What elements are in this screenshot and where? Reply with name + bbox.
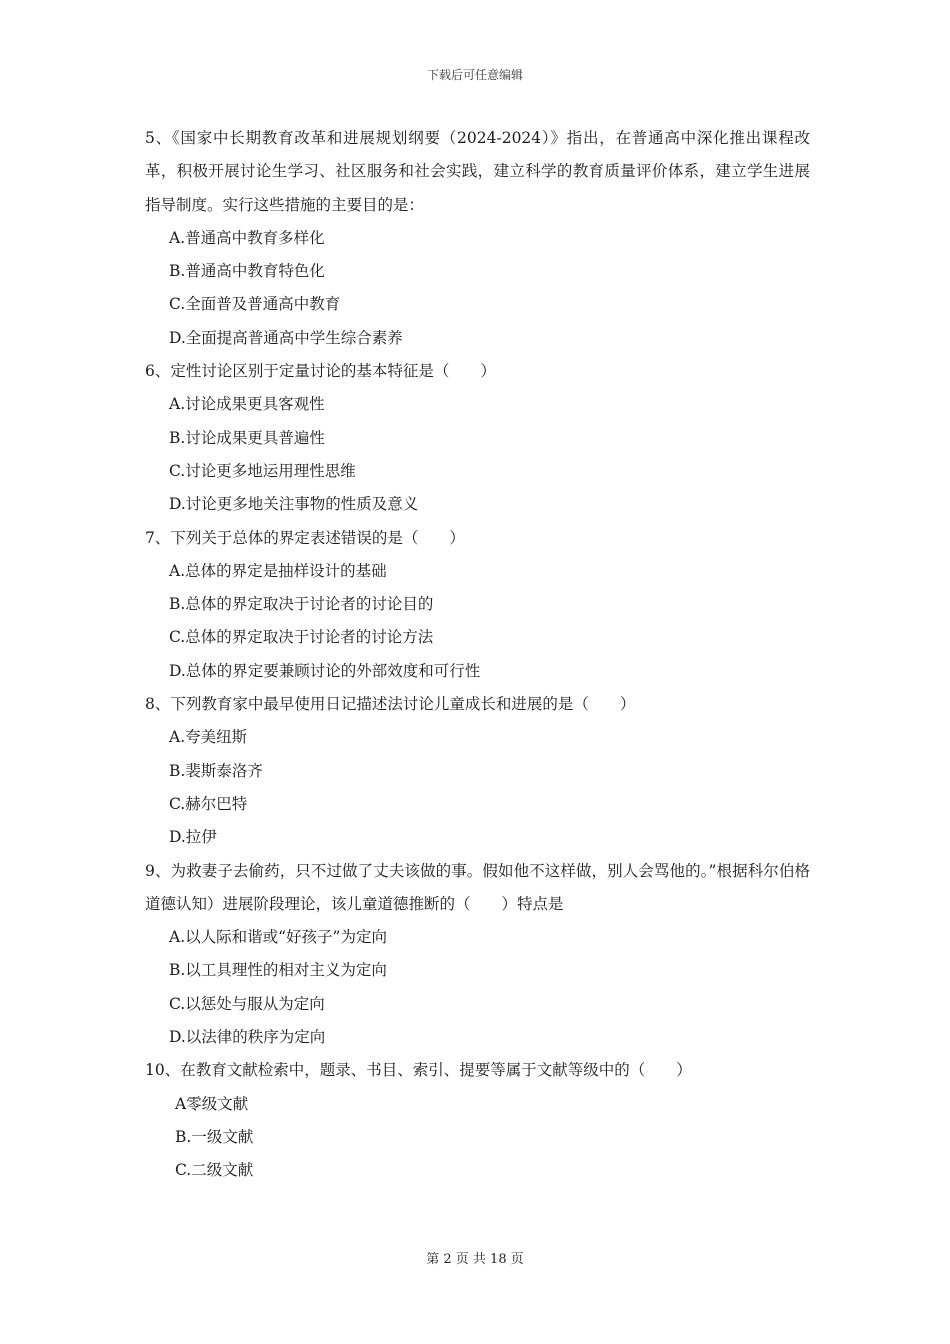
question-5-option-d: D.全面提高普通高中学生综合素养 xyxy=(169,328,403,347)
page-header: 下载后可任意编辑 xyxy=(426,68,523,82)
question-5-stem: 5、《国家中长期教育改革和进展规划纲要（2024-2024）》指出，在普通高中深化推出课程改革，积极开展讨论生学习、社区服务和社会实践，建立科学的教育质量评价体系，建立学生进展指导制度。实行这些措施的主要目的是： xyxy=(145,129,810,214)
question-10-option-c: C.二级文献 xyxy=(175,1161,254,1180)
question-8-option-a: A.夸美纽斯 xyxy=(169,728,248,747)
question-10-option-b: B.一级文献 xyxy=(175,1127,254,1146)
question-8-stem: 8、下列教育家中最早使用日记描述法讨论儿童成长和进展的是（ ） xyxy=(145,695,636,714)
question-6 xyxy=(145,355,810,521)
question-5 xyxy=(145,122,810,355)
question-list xyxy=(145,122,810,1188)
question-9-option-a: A.以人际和谐或“好孩子”为定向 xyxy=(169,928,387,947)
question-6-option-c: C.讨论更多地运用理性思维 xyxy=(169,461,356,480)
question-8-option-d: D.拉伊 xyxy=(169,828,217,847)
question-6-option-d: D.讨论更多地关注事物的性质及意义 xyxy=(169,495,419,514)
question-5-option-a: A.普通高中教育多样化 xyxy=(169,228,325,247)
question-7-option-c: C.总体的界定取决于讨论者的讨论方法 xyxy=(169,628,434,647)
question-6-option-a: A.讨论成果更具客观性 xyxy=(169,395,325,414)
question-8 xyxy=(145,688,810,854)
question-5-option-c: C.全面普及普通高中教育 xyxy=(169,295,341,314)
question-10-option-a: A零级文献 xyxy=(175,1094,249,1113)
question-9-option-b: B.以工具理性的相对主义为定向 xyxy=(169,961,387,980)
question-7 xyxy=(145,522,810,688)
question-9 xyxy=(145,855,810,1055)
question-5-option-b: B.普通高中教育特色化 xyxy=(169,262,325,281)
question-8-option-b: B.裴斯泰洛齐 xyxy=(169,761,263,780)
question-6-stem: 6、定性讨论区别于定量讨论的基本特征是（ ） xyxy=(145,362,496,381)
question-6-option-b: B.讨论成果更具普遍性 xyxy=(169,428,325,447)
question-9-option-d: D.以法律的秩序为定向 xyxy=(169,1028,326,1047)
question-10-stem: 10、在教育文献检索中，题录、书目、索引、提要等属于文献等级中的（ ） xyxy=(145,1061,692,1080)
question-8-option-c: C.赫尔巴特 xyxy=(169,794,248,813)
question-10 xyxy=(145,1054,810,1187)
question-7-stem: 7、下列关于总体的界定表述错误的是（ ） xyxy=(145,528,465,547)
question-9-option-c: C.以惩处与服从为定向 xyxy=(169,994,325,1013)
question-7-option-a: A.总体的界定是抽样设计的基础 xyxy=(169,561,387,580)
question-9-stem: 9、为救妻子去偷药，只不过做了丈夫该做的事。假如他不这样做，别人会骂他的。”根据科尔伯格道德认知）进展阶段理论，该儿童道德推断的（ ）特点是 xyxy=(145,861,810,913)
question-7-option-d: D.总体的界定要兼顾讨论的外部效度和可行性 xyxy=(169,661,481,680)
page-footer: 第 2 页 共 18 页 xyxy=(426,1252,524,1267)
question-7-option-b: B.总体的界定取决于讨论者的讨论目的 xyxy=(169,595,434,614)
